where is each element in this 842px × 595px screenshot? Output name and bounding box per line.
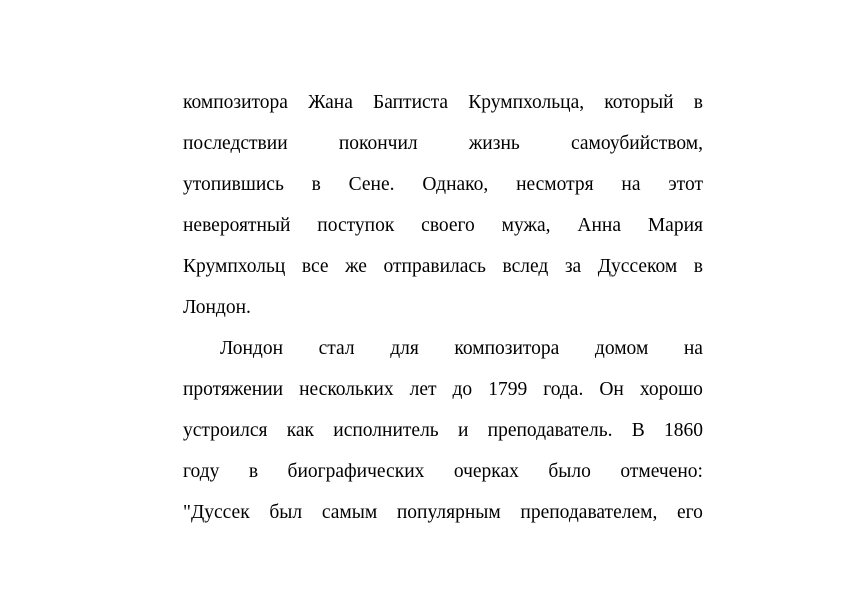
text-line: [183, 123, 703, 164]
word: 1799: [488, 379, 528, 400]
word: Лондон: [220, 338, 284, 359]
word: как: [286, 420, 315, 441]
word: все: [301, 256, 329, 277]
word: Лондон.: [183, 297, 251, 318]
text-line: [183, 287, 703, 328]
word: очерках: [453, 461, 519, 482]
word: хорошо: [639, 379, 703, 400]
word: для: [390, 338, 419, 359]
word: преподаватель.: [487, 420, 613, 441]
word: лет: [409, 379, 437, 400]
word: в: [311, 174, 321, 195]
word: В: [631, 420, 645, 441]
word: мужа,: [501, 215, 551, 236]
word: Сене.: [348, 174, 395, 195]
word: Однако,: [422, 174, 489, 195]
word: года.: [543, 379, 584, 400]
word: последствии: [183, 133, 288, 154]
word: был: [269, 502, 303, 523]
text-line: [183, 205, 703, 246]
word: в: [248, 461, 259, 482]
word: исполнитель: [333, 420, 439, 441]
word: 1860: [663, 420, 703, 441]
word: популярным: [396, 502, 501, 523]
word: стал: [318, 338, 355, 359]
word: нескольких: [299, 379, 394, 400]
word: покончил: [338, 133, 418, 154]
text-line: [183, 410, 703, 451]
word: же: [345, 256, 367, 277]
word: отмечено:: [620, 461, 703, 482]
word: протяжении: [183, 379, 284, 400]
text-line: [183, 451, 703, 492]
word: самоубийством,: [570, 133, 703, 154]
word: невероятный: [183, 215, 291, 236]
text-line: [183, 328, 703, 369]
word: году: [183, 461, 220, 482]
word: биографических: [287, 461, 425, 482]
word: его: [677, 502, 703, 523]
word: в: [693, 256, 703, 277]
word: "Дуссек: [183, 502, 250, 523]
word: композитора: [183, 92, 288, 113]
word: было: [548, 461, 591, 482]
word: поступок: [317, 215, 395, 236]
word: на: [683, 338, 703, 359]
word: Мария: [647, 215, 703, 236]
text-line: [183, 369, 703, 410]
word: домом: [594, 338, 649, 359]
word: композитора: [454, 338, 560, 359]
word: Анна: [577, 215, 621, 236]
word: этот: [668, 174, 703, 195]
word: Жана: [308, 92, 353, 113]
word: отправилась: [383, 256, 486, 277]
word: на: [621, 174, 641, 195]
word: Крумпхольца,: [468, 92, 585, 113]
word: который: [604, 92, 674, 113]
text-line: [183, 492, 703, 533]
word: вслед: [502, 256, 549, 277]
word: устроился: [183, 420, 268, 441]
word: самым: [321, 502, 378, 523]
text-line: [183, 246, 703, 287]
word: жизнь: [468, 133, 520, 154]
word: утопившись: [183, 174, 284, 195]
text-line: [183, 82, 703, 123]
body-text: [183, 82, 703, 533]
word: Дуссеком: [597, 256, 678, 277]
word: несмотря: [516, 174, 594, 195]
word: в: [693, 92, 703, 113]
text-line: [183, 164, 703, 205]
word: Он: [599, 379, 624, 400]
word: преподавателем,: [520, 502, 658, 523]
word: своего: [421, 215, 475, 236]
word: за: [564, 256, 582, 277]
word: Крумпхольц: [183, 256, 286, 277]
word: до: [452, 379, 473, 400]
word: Баптиста: [373, 92, 449, 113]
word: и: [457, 420, 469, 441]
